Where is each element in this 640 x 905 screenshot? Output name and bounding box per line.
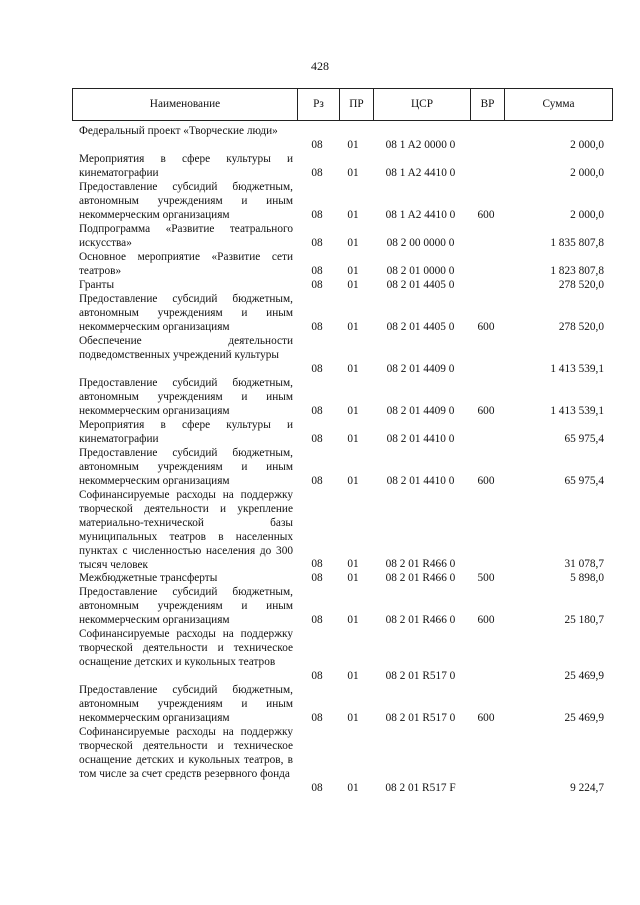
row-csr: 08 2 01 R517 0 xyxy=(385,669,456,682)
row-name: Мероприятия в сфере культуры и кинематографии xyxy=(79,419,293,446)
row-csr: 08 2 01 4405 0 xyxy=(386,278,455,291)
row-sum: 2 000,0 xyxy=(570,138,604,151)
row-csr: 08 2 01 4409 0 xyxy=(386,362,455,375)
row-name: Межбюджетные трансферты xyxy=(79,572,218,584)
row-pr: 01 xyxy=(347,711,359,724)
row-csr: 08 2 01 R466 0 xyxy=(385,571,456,584)
row-pr: 01 xyxy=(347,781,359,794)
row-name: Мероприятия в сфере культуры и кинематографии xyxy=(79,153,293,180)
row-sum: 1 413 539,1 xyxy=(550,362,604,375)
row-name: Основное мероприятие «Развитие сети театров» xyxy=(79,251,293,278)
row-pr: 01 xyxy=(347,557,359,570)
table-row xyxy=(0,278,640,292)
row-rz: 08 xyxy=(311,138,323,151)
row-name: Предоставление субсидий бюджетным, автономным учреждениям и иным некоммерческим организациям xyxy=(79,293,293,334)
row-pr: 01 xyxy=(347,432,359,445)
row-sum: 25 469,9 xyxy=(564,711,604,724)
row-rz: 08 xyxy=(311,711,323,724)
row-rz: 08 xyxy=(311,781,323,794)
row-name: Софинансируемые расходы на поддержку творческой деятельности и техническое оснащение детских и кукольных театров xyxy=(79,628,293,669)
column-header-csr: ЦСР xyxy=(373,89,470,120)
row-rz: 08 xyxy=(311,613,323,626)
row-sum: 2 000,0 xyxy=(570,166,604,179)
row-pr: 01 xyxy=(347,474,359,487)
row-pr: 01 xyxy=(347,320,359,333)
row-rz: 08 xyxy=(311,208,323,221)
table-row xyxy=(0,334,640,376)
row-pr: 01 xyxy=(347,362,359,375)
table-row xyxy=(0,180,640,222)
row-csr: 08 2 01 R466 0 xyxy=(385,557,456,570)
row-csr: 08 2 01 4410 0 xyxy=(386,432,455,445)
row-rz: 08 xyxy=(311,571,323,584)
row-rz: 08 xyxy=(311,474,323,487)
column-header-rz: Рз xyxy=(297,89,339,120)
row-name: Обеспечение деятельности подведомственных учреждений культуры xyxy=(79,335,293,362)
row-name: Предоставление субсидий бюджетным, автономным учреждениям и иным некоммерческим организациям xyxy=(79,447,293,488)
row-rz: 08 xyxy=(311,669,323,682)
row-vr: 600 xyxy=(477,208,495,221)
row-pr: 01 xyxy=(347,236,359,249)
row-sum: 25 469,9 xyxy=(564,669,604,682)
row-vr: 500 xyxy=(477,571,495,584)
row-sum: 1 823 807,8 xyxy=(550,264,604,277)
row-pr: 01 xyxy=(347,669,359,682)
row-sum: 2 000,0 xyxy=(570,208,604,221)
row-csr: 08 1 A2 0000 0 xyxy=(385,138,456,151)
row-rz: 08 xyxy=(311,264,323,277)
table-row xyxy=(0,627,640,683)
row-pr: 01 xyxy=(347,208,359,221)
row-rz: 08 xyxy=(311,432,323,445)
row-rz: 08 xyxy=(311,404,323,417)
column-header-vr: ВР xyxy=(470,89,504,120)
table-row xyxy=(0,292,640,334)
table-row xyxy=(0,222,640,250)
row-name: Федеральный проект «Творческие люди» xyxy=(79,125,278,137)
row-sum: 278 520,0 xyxy=(558,320,604,333)
table-row xyxy=(0,376,640,418)
row-name: Гранты xyxy=(79,279,115,291)
row-vr: 600 xyxy=(477,711,495,724)
row-name: Предоставление субсидий бюджетным, автономным учреждениям и иным некоммерческим организациям xyxy=(79,586,293,627)
row-name: Подпрограмма «Развитие театрального искусства» xyxy=(79,223,293,250)
table-row xyxy=(0,152,640,180)
row-sum: 1 835 807,8 xyxy=(550,236,604,249)
table-row xyxy=(0,488,640,571)
row-rz: 08 xyxy=(311,557,323,570)
row-vr: 600 xyxy=(477,613,495,626)
row-pr: 01 xyxy=(347,571,359,584)
row-sum: 9 224,7 xyxy=(570,781,604,794)
row-pr: 01 xyxy=(347,404,359,417)
row-vr: 600 xyxy=(477,474,495,487)
row-sum: 65 975,4 xyxy=(564,474,604,487)
row-rz: 08 xyxy=(311,278,323,291)
row-csr: 08 2 01 4410 0 xyxy=(386,474,455,487)
row-sum: 5 898,0 xyxy=(570,571,604,584)
table-row xyxy=(0,683,640,725)
column-header-sum: Сумма xyxy=(504,89,612,120)
row-sum: 31 078,7 xyxy=(564,557,604,570)
row-rz: 08 xyxy=(311,362,323,375)
row-name: Софинансируемые расходы на поддержку творческой деятельности и укрепление материально-технической базы муниципальных театров в населенных пунктах с численностью населения до 300 тысяч человек xyxy=(79,489,293,572)
row-csr: 08 2 01 R466 0 xyxy=(385,613,456,626)
row-pr: 01 xyxy=(347,278,359,291)
table-row xyxy=(0,124,640,152)
table-row xyxy=(0,571,640,585)
row-sum: 25 180,7 xyxy=(564,613,604,626)
row-csr: 08 1 A2 4410 0 xyxy=(385,208,456,221)
row-csr: 08 2 01 0000 0 xyxy=(386,264,455,277)
row-rz: 08 xyxy=(311,166,323,179)
row-vr: 600 xyxy=(477,320,495,333)
table-header xyxy=(72,88,613,121)
column-header-name: Наименование xyxy=(149,98,221,110)
row-name: Предоставление субсидий бюджетным, автономным учреждениям и иным некоммерческим организациям xyxy=(79,377,293,418)
row-sum: 65 975,4 xyxy=(564,432,604,445)
row-rz: 08 xyxy=(311,320,323,333)
table-row xyxy=(0,250,640,278)
row-name: Предоставление субсидий бюджетным, автономным учреждениям и иным некоммерческим организациям xyxy=(79,181,293,222)
table-row xyxy=(0,725,640,795)
row-vr: 600 xyxy=(477,404,495,417)
row-name: Софинансируемые расходы на поддержку творческой деятельности и техническое оснащение детских и кукольных театров, в том числе за счет средств резервного фонда xyxy=(79,726,293,781)
row-csr: 08 2 01 R517 0 xyxy=(385,711,456,724)
row-csr: 08 2 01 4409 0 xyxy=(386,404,455,417)
row-pr: 01 xyxy=(347,264,359,277)
table-row xyxy=(0,585,640,627)
column-header-pr: ПР xyxy=(339,89,373,120)
row-pr: 01 xyxy=(347,166,359,179)
row-rz: 08 xyxy=(311,236,323,249)
row-sum: 1 413 539,1 xyxy=(550,404,604,417)
row-name: Предоставление субсидий бюджетным, автономным учреждениям и иным некоммерческим организациям xyxy=(79,684,293,725)
row-pr: 01 xyxy=(347,138,359,151)
page-number: 428 xyxy=(311,59,329,73)
row-csr: 08 1 A2 4410 0 xyxy=(385,166,456,179)
row-sum: 278 520,0 xyxy=(558,278,604,291)
row-csr: 08 2 01 R517 F xyxy=(385,781,456,794)
row-pr: 01 xyxy=(347,613,359,626)
row-csr: 08 2 00 0000 0 xyxy=(386,236,455,249)
row-csr: 08 2 01 4405 0 xyxy=(386,320,455,333)
table-row xyxy=(0,418,640,446)
table-row xyxy=(0,446,640,488)
